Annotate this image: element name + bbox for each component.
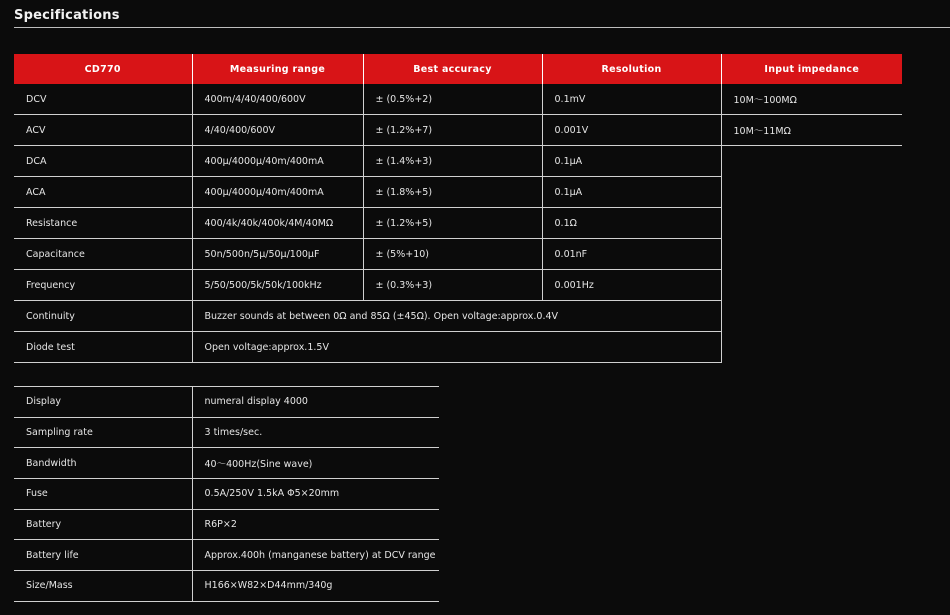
- spec-key: Bandwidth: [14, 448, 192, 479]
- row-name: DCA: [14, 146, 192, 177]
- row-name: ACV: [14, 115, 192, 146]
- row-name: Diode test: [14, 332, 192, 363]
- spec-key: Battery life: [14, 540, 192, 571]
- table-row: [14, 479, 439, 510]
- accuracy-cell: ± (1.4%+3): [363, 146, 542, 177]
- specifications-table: [14, 54, 902, 363]
- table-row: [14, 115, 902, 146]
- header-measuring-range: Measuring range: [192, 54, 363, 84]
- spec-value: 3 times/sec.: [192, 417, 439, 448]
- measuring-range-cell: 400m/4/40/400/600V: [192, 84, 363, 115]
- spec-value: 0.5A/250V 1.5kA Φ5×20mm: [192, 479, 439, 510]
- accuracy-cell: ± (1.2%+5): [363, 208, 542, 239]
- header-best-accuracy: Best accuracy: [363, 54, 542, 84]
- resolution-cell: 0.01nF: [542, 239, 721, 270]
- title-divider: [14, 27, 950, 28]
- table-row: [14, 84, 902, 115]
- measuring-range-cell: 400μ/4000μ/40m/400mA: [192, 177, 363, 208]
- row-name: Capacitance: [14, 239, 192, 270]
- accuracy-cell: ± (1.2%+7): [363, 115, 542, 146]
- row-name: DCV: [14, 84, 192, 115]
- spec-value: H166×W82×D44mm/340g: [192, 571, 439, 602]
- header-input-impedance: Input impedance: [721, 54, 902, 84]
- resolution-cell: 0.1μA: [542, 177, 721, 208]
- row-name: Frequency: [14, 270, 192, 301]
- row-name: ACA: [14, 177, 192, 208]
- header-resolution: Resolution: [542, 54, 721, 84]
- measuring-range-cell: 5/50/500/5k/50k/100kHz: [192, 270, 363, 301]
- spec-key: Size/Mass: [14, 571, 192, 602]
- accuracy-cell: ± (1.8%+5): [363, 177, 542, 208]
- spec-key: Fuse: [14, 479, 192, 510]
- resolution-cell: 0.1Ω: [542, 208, 721, 239]
- spec-value: Approx.400h (manganese battery) at DCV range: [192, 540, 439, 571]
- diode-value-cell: Open voltage:approx.1.5V: [192, 332, 721, 363]
- page-title: Specifications: [14, 8, 120, 23]
- continuity-value-cell: Buzzer sounds at between 0Ω and 85Ω (±45Ω). Open voltage:approx.0.4V: [192, 301, 721, 332]
- spec-key: Battery: [14, 509, 192, 540]
- row-name: Resistance: [14, 208, 192, 239]
- table-row: [14, 540, 439, 571]
- accuracy-cell: ± (0.3%+3): [363, 270, 542, 301]
- table-row: [14, 146, 902, 177]
- header-model: CD770: [14, 54, 192, 84]
- impedance-cell: 10M～100MΩ: [721, 84, 902, 115]
- table-header-row: [14, 54, 902, 84]
- row-name: Continuity: [14, 301, 192, 332]
- general-specs-table: [14, 386, 439, 602]
- table-row: [14, 387, 439, 418]
- resolution-cell: 0.001Hz: [542, 270, 721, 301]
- resolution-cell: 0.1mV: [542, 84, 721, 115]
- table-row: [14, 448, 439, 479]
- impedance-cell: 10M～11MΩ: [721, 115, 902, 146]
- spec-key: Display: [14, 387, 192, 418]
- impedance-empty-cell: [721, 146, 902, 363]
- resolution-cell: 0.1μA: [542, 146, 721, 177]
- table-row: [14, 417, 439, 448]
- measuring-range-cell: 400μ/4000μ/40m/400mA: [192, 146, 363, 177]
- spec-value: numeral display 4000: [192, 387, 439, 418]
- table-row: [14, 509, 439, 540]
- table-row: [14, 571, 439, 602]
- resolution-cell: 0.001V: [542, 115, 721, 146]
- spec-value: 40～400Hz(Sine wave): [192, 448, 439, 479]
- spec-key: Sampling rate: [14, 417, 192, 448]
- measuring-range-cell: 4/40/400/600V: [192, 115, 363, 146]
- accuracy-cell: ± (5%+10): [363, 239, 542, 270]
- measuring-range-cell: 50n/500n/5μ/50μ/100μF: [192, 239, 363, 270]
- measuring-range-cell: 400/4k/40k/400k/4M/40MΩ: [192, 208, 363, 239]
- accuracy-cell: ± (0.5%+2): [363, 84, 542, 115]
- spec-value: R6P×2: [192, 509, 439, 540]
